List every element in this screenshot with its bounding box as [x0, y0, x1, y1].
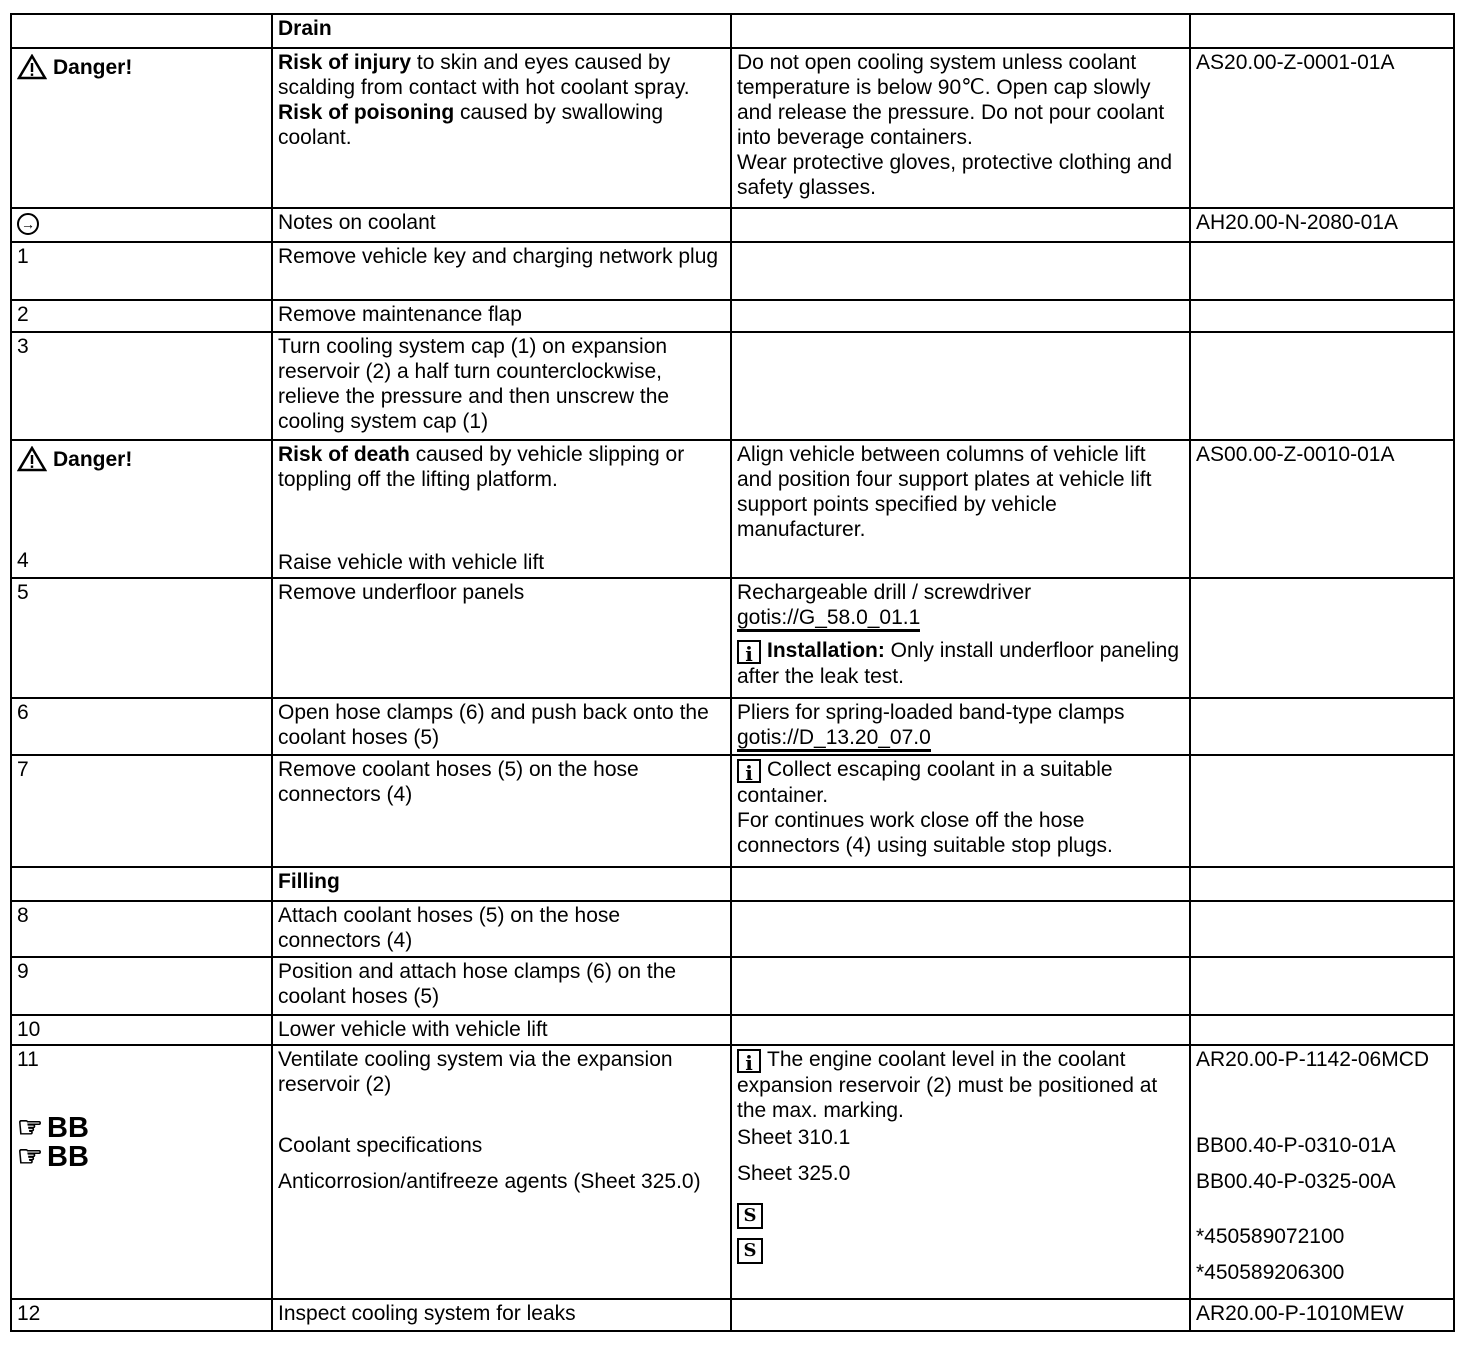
- step-number: 10: [11, 1015, 272, 1045]
- installation-text: Only install underfloor paneling after the leak test.: [737, 639, 1180, 688]
- reference-link[interactable]: AR20.00-P-1142-06MCD: [1196, 1048, 1430, 1071]
- installation-label: Installation:: [767, 639, 885, 662]
- warning-triangle-icon: [17, 446, 47, 472]
- info-box-icon: i: [737, 640, 761, 664]
- table-row: [11, 867, 1454, 901]
- table-row: [11, 300, 1454, 332]
- sheet-ref: Sheet 325.0: [737, 1162, 851, 1185]
- step-number: 4: [17, 549, 29, 572]
- notes-circle-icon: →: [17, 213, 39, 235]
- info-note: For continues work close off the hose connectors (4) using suitable stop plugs.: [737, 809, 1113, 857]
- step-text: Remove maintenance flap: [272, 300, 731, 332]
- step-number: 11: [17, 1048, 39, 1071]
- step-text: Position and attach hose clamps (6) on the coolant hoses (5): [272, 957, 731, 1015]
- safety-measure: Wear protective gloves, protective clothing and safety glasses.: [737, 151, 1173, 199]
- risk-text: to skin and eyes caused by scalding from contact with hot coolant spray.: [278, 51, 690, 99]
- step-text: Notes on coolant: [272, 208, 731, 242]
- step-text: Remove coolant hoses (5) on the hose connectors (4): [272, 755, 731, 867]
- special-tool-icon: S: [737, 1203, 763, 1229]
- risk-title: Risk of injury: [278, 51, 412, 74]
- tool-name: Rechargeable drill / screwdriver: [737, 581, 1032, 604]
- table-row: [11, 755, 1454, 867]
- step-text: Ventilate cooling system via the expansion reservoir (2): [278, 1048, 673, 1096]
- tool-name: Pliers for spring-loaded band-type clamps: [737, 701, 1125, 724]
- step-number: 1: [11, 242, 272, 300]
- table-row: [11, 1299, 1454, 1331]
- risk-text: caused by swallowing coolant.: [278, 101, 664, 149]
- reference-link[interactable]: BB00.40-P-0325-00A: [1196, 1170, 1396, 1193]
- part-number: *450589072100: [1196, 1225, 1345, 1248]
- risk-text: caused by vehicle slipping or toppling off the lifting platform.: [278, 443, 685, 491]
- step-text: Remove underfloor panels: [272, 578, 731, 698]
- reference-link[interactable]: AH20.00-N-2080-01A: [1190, 208, 1454, 242]
- table-row: [11, 332, 1454, 440]
- info-box-icon: i: [737, 759, 761, 783]
- bb-reference: ☞ BB: [17, 1112, 89, 1144]
- step-text: Open hose clamps (6) and push back onto the coolant hoses (5): [272, 698, 731, 755]
- step-text: Coolant specifications: [278, 1134, 483, 1157]
- table-row: [11, 242, 1454, 300]
- step-text: Lower vehicle with vehicle lift: [272, 1015, 731, 1045]
- step-text: Anticorrosion/antifreeze agents (Sheet 325.0): [278, 1170, 701, 1193]
- info-note: The engine coolant level in the coolant expansion reservoir (2) must be positioned at the max. marking.: [737, 1048, 1158, 1122]
- table-row: [11, 578, 1454, 698]
- safety-measure: Do not open cooling system unless coolant temperature is below 90℃. Open cap slowly and release the pressure. Do not pour coolant into beverage containers.: [737, 51, 1165, 149]
- sheet-ref: Sheet 310.1: [737, 1126, 851, 1149]
- step-text: Remove vehicle key and charging network plug: [272, 242, 731, 300]
- step-text: Turn cooling system cap (1) on expansion reservoir (2) a half turn counterclockwise, relieve the pressure and then unscrew the cooling system cap (1): [272, 332, 731, 440]
- step-text: Raise vehicle with vehicle lift: [278, 551, 545, 574]
- section-heading-filling: Filling: [272, 867, 731, 901]
- step-number: 9: [11, 957, 272, 1015]
- safety-measure: Align vehicle between columns of vehicle lift and position four support plates at vehicle lift support points specified by vehicle manufacturer.: [731, 440, 1190, 578]
- table-row: [11, 208, 1454, 242]
- bb-reference: ☞ BB: [17, 1141, 89, 1173]
- table-row: [11, 1045, 1454, 1299]
- warning-triangle-icon: [17, 54, 47, 80]
- step-number: 2: [11, 300, 272, 332]
- table-row: [11, 957, 1454, 1015]
- part-number: *450589206300: [1196, 1261, 1345, 1284]
- step-number: 8: [11, 901, 272, 957]
- step-number: 7: [11, 755, 272, 867]
- danger-label: Danger!: [17, 54, 132, 80]
- table-row: [11, 698, 1454, 755]
- table-row: [11, 48, 1454, 208]
- step-text: Inspect cooling system for leaks: [272, 1299, 731, 1331]
- special-tool-icon: S: [737, 1238, 763, 1264]
- tool-link[interactable]: gotis://D_13.20_07.0: [737, 727, 931, 752]
- section-heading-drain: Drain: [272, 14, 731, 48]
- reference-link[interactable]: BB00.40-P-0310-01A: [1196, 1134, 1396, 1157]
- info-note: Collect escaping coolant in a suitable container.: [737, 758, 1113, 807]
- pointing-hand-icon: ☞: [17, 1112, 43, 1144]
- table-row: [11, 14, 1454, 48]
- reference-link[interactable]: AR20.00-P-1010MEW: [1190, 1299, 1454, 1331]
- table-row: [11, 901, 1454, 957]
- info-box-icon: i: [737, 1049, 761, 1073]
- risk-title: Risk of death: [278, 443, 410, 466]
- pointing-hand-icon: ☞: [17, 1141, 43, 1173]
- table-row: [11, 440, 1454, 578]
- reference-link[interactable]: AS20.00-Z-0001-01A: [1190, 48, 1454, 208]
- tool-link[interactable]: gotis://G_58.0_01.1: [737, 607, 920, 632]
- step-text: Attach coolant hoses (5) on the hose connectors (4): [272, 901, 731, 957]
- step-number: 6: [11, 698, 272, 755]
- step-number: 5: [11, 578, 272, 698]
- step-number: 12: [11, 1299, 272, 1331]
- procedure-table: [10, 13, 1455, 1332]
- reference-link[interactable]: AS00.00-Z-0010-01A: [1190, 440, 1454, 578]
- table-row: [11, 1015, 1454, 1045]
- step-number: 3: [11, 332, 272, 440]
- risk-title: Risk of poisoning: [278, 101, 455, 124]
- danger-label: Danger!: [17, 446, 132, 472]
